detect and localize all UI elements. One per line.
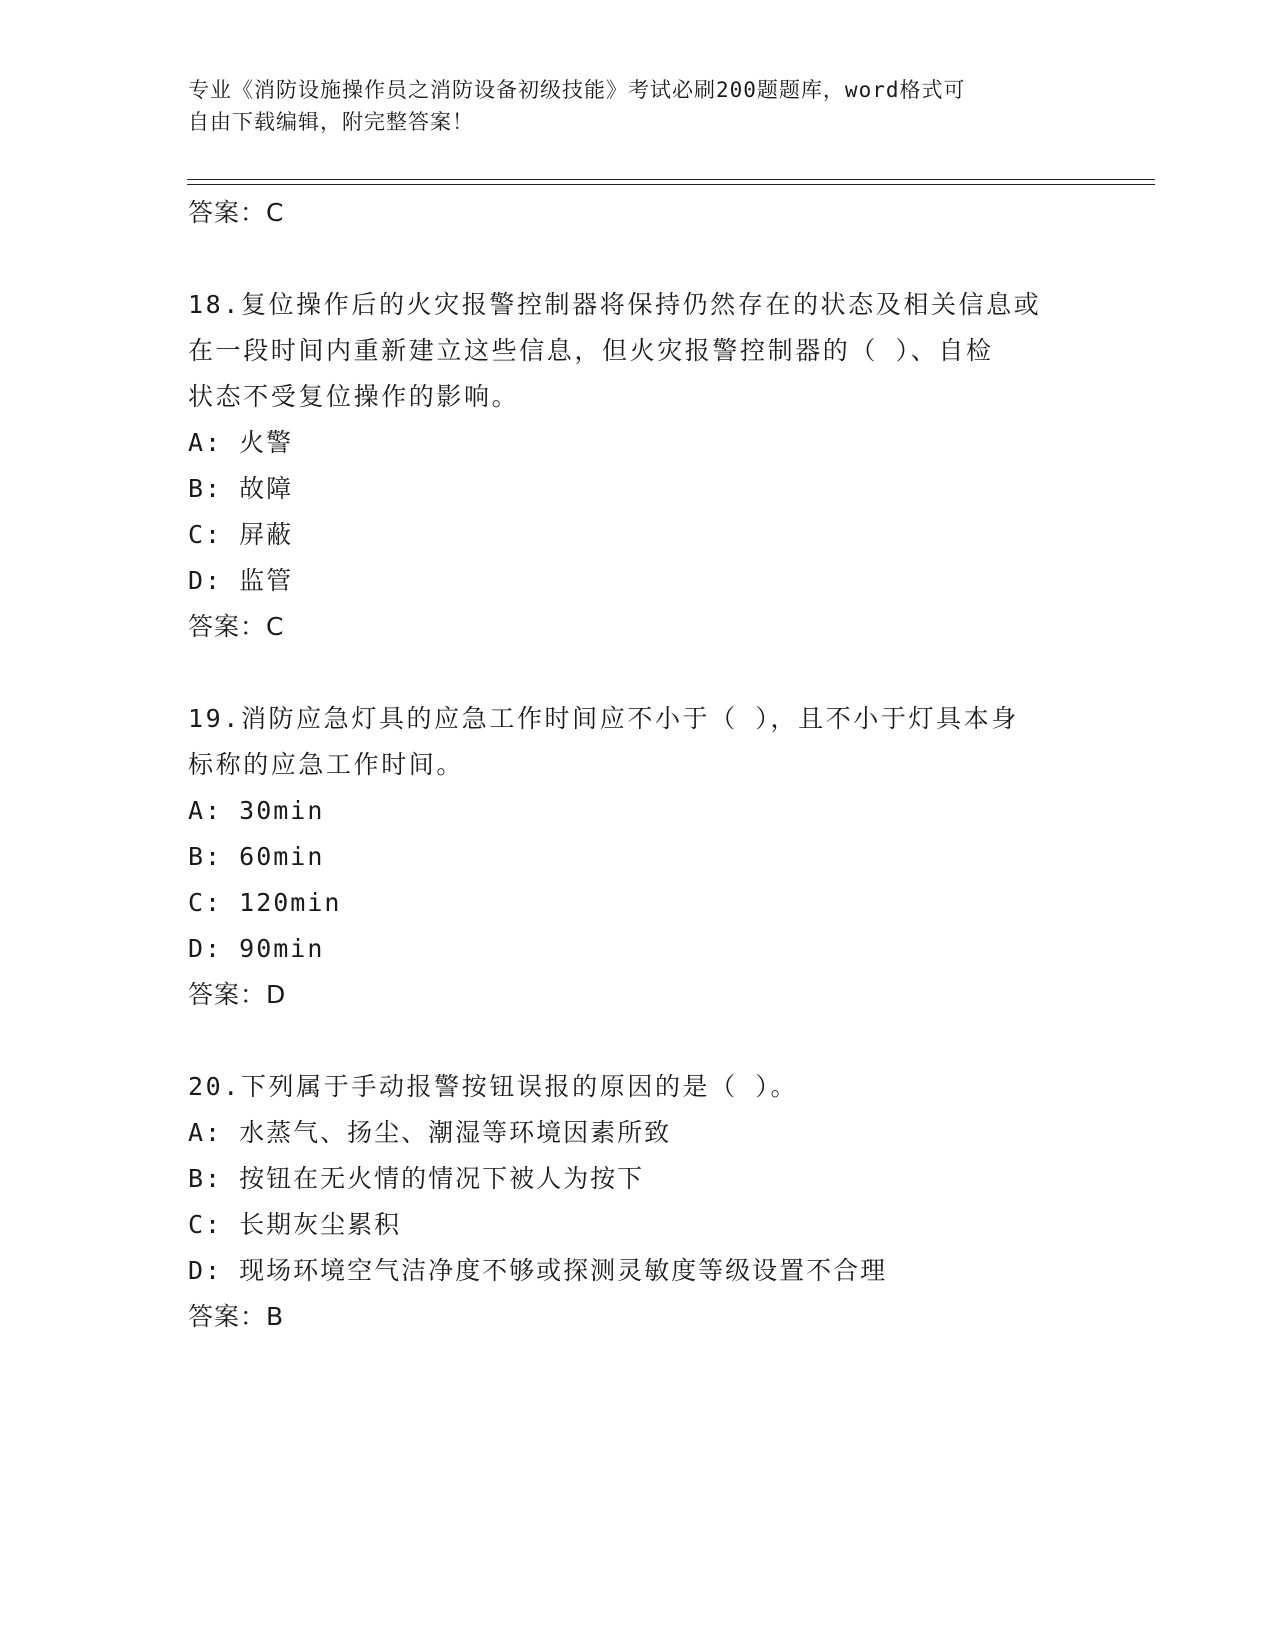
question-19 <box>188 696 1088 1018</box>
answer: 答案：B <box>188 1302 285 1331</box>
question-list <box>188 190 1088 1340</box>
question-text-line: 标称的应急工作时间。 <box>188 750 465 779</box>
spacer <box>188 650 1088 696</box>
header-divider-bottom <box>187 184 1155 185</box>
answer: 答案：C <box>188 612 285 641</box>
spacer <box>188 236 1088 282</box>
option-a: A: 火警 <box>188 428 294 457</box>
question-text-line: 状态不受复位操作的影响。 <box>188 382 520 411</box>
option-c: C: 长期灰尘累积 <box>188 1210 402 1239</box>
option-a: A: 30min <box>188 796 325 825</box>
page-header <box>188 74 1088 138</box>
option-d: D: 监管 <box>188 566 294 595</box>
header-line-2: 自由下载编辑，附完整答案！ <box>188 110 474 134</box>
option-c: C: 屏蔽 <box>188 520 294 549</box>
header-divider-top <box>187 179 1155 180</box>
question-text-line: 18.复位操作后的火灾报警控制器将保持仍然存在的状态及相关信息或 <box>188 290 1042 319</box>
question-text-line: 在一段时间内重新建立这些信息，但火灾报警控制器的（ ）、自检 <box>188 336 994 365</box>
option-d: D: 现场环境空气洁净度不够或探测灵敏度等级设置不合理 <box>188 1256 888 1285</box>
question-text-line: 20.下列属于手动报警按钮误报的原因的是（ ）。 <box>188 1072 799 1101</box>
answer: 答案：D <box>188 980 287 1009</box>
spacer <box>188 1018 1088 1064</box>
option-b: B: 故障 <box>188 474 294 503</box>
header-line-1: 专业《消防设施操作员之消防设备初级技能》考试必刷200题题库，word格式可 <box>188 78 966 102</box>
option-d: D: 90min <box>188 934 325 963</box>
option-b: B: 60min <box>188 842 325 871</box>
option-b: B: 按钮在无火情的情况下被人为按下 <box>188 1164 645 1193</box>
previous-answer: 答案：C <box>188 198 285 227</box>
question-18 <box>188 282 1088 650</box>
option-a: A: 水蒸气、扬尘、潮湿等环境因素所致 <box>188 1118 672 1147</box>
question-text-line: 19.消防应急灯具的应急工作时间应不小于（ ），且不小于灯具本身 <box>188 704 1019 733</box>
option-c: C: 120min <box>188 888 342 917</box>
question-20 <box>188 1064 1088 1340</box>
